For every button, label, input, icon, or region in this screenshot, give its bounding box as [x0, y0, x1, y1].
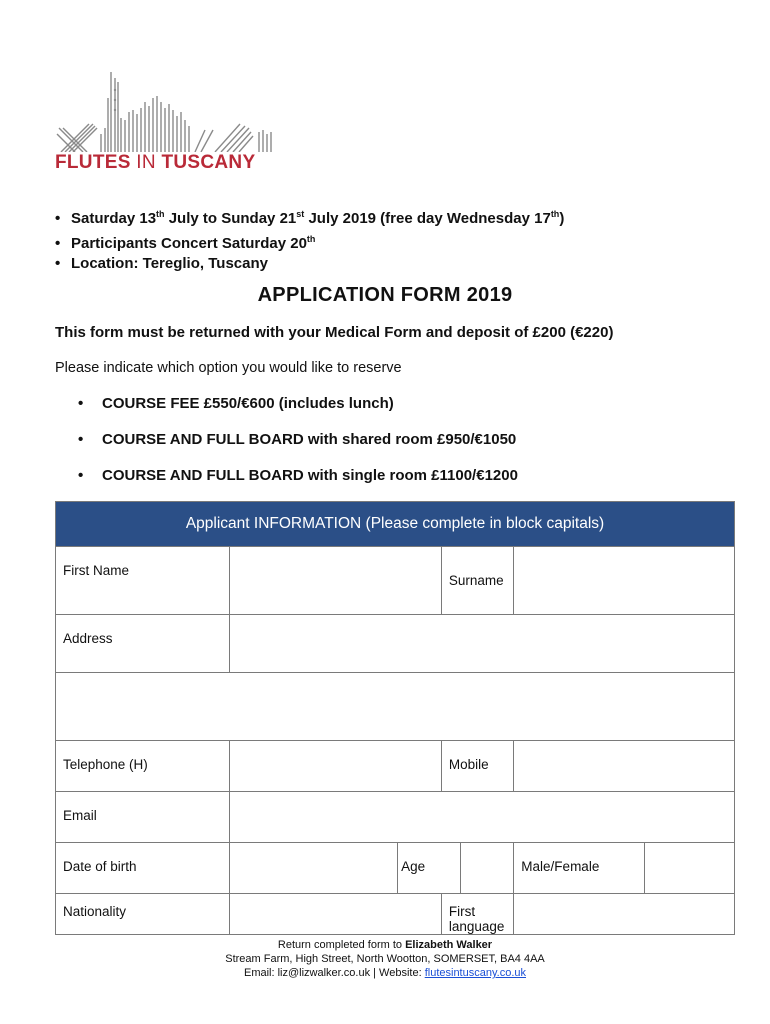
- website-link[interactable]: flutesintuscany.co.uk: [424, 967, 526, 979]
- applicant-info-table: [55, 501, 735, 935]
- age-field[interactable]: [460, 843, 461, 894]
- logo-word-in: IN: [136, 152, 156, 173]
- option-single-room: [78, 467, 518, 503]
- option-label: COURSE AND FULL BOARD with shared room £950/€1050: [102, 431, 517, 448]
- ordinal-suffix: st: [296, 209, 305, 219]
- free-day: (free day Wednesday 17: [380, 210, 551, 227]
- flute-lines-graphic: [55, 68, 280, 152]
- course-location: [55, 254, 564, 274]
- concert-date: [55, 229, 564, 254]
- surname-label: Surname: [441, 547, 513, 615]
- location-text: Location: Tereglio, Tuscany: [71, 255, 268, 272]
- free-day-close: ): [559, 210, 565, 227]
- ordinal-suffix: th: [306, 234, 316, 244]
- ordinal-suffix: th: [550, 209, 560, 219]
- footer: [0, 938, 770, 980]
- footer-contact: [0, 966, 770, 980]
- footer-return-line: [0, 938, 770, 952]
- option-label: COURSE FEE £550/€600 (includes lunch): [102, 395, 394, 412]
- course-dates: [55, 204, 564, 229]
- first-name-field[interactable]: [229, 547, 441, 615]
- dates-year: July 2019: [304, 210, 381, 227]
- logo-word-flutes: FLUTES: [55, 152, 131, 173]
- dob-field[interactable]: [229, 843, 397, 894]
- mobile-field[interactable]: [514, 741, 735, 792]
- footer-address: Stream Farm, High Street, North Wootton, SOMERSET, BA4 4AA: [225, 953, 545, 965]
- first-name-label: First Name: [56, 547, 230, 615]
- option-shared-room: [78, 431, 518, 467]
- address-label: Address: [56, 615, 230, 673]
- bullet-dot: •: [78, 467, 84, 484]
- bullet-dot: •: [78, 431, 84, 448]
- sex-label: Male/Female: [514, 843, 645, 894]
- telephone-label: Telephone (H): [56, 741, 230, 792]
- dob-label: Date of birth: [56, 843, 230, 894]
- bullet-dot: •: [55, 210, 61, 227]
- nationality-label: Nationality: [56, 894, 230, 935]
- nationality-field[interactable]: [229, 894, 441, 935]
- course-info-list: [55, 204, 564, 274]
- email-field[interactable]: [229, 792, 734, 843]
- logo-wordmark: [55, 152, 255, 174]
- bullet-dot: •: [55, 255, 61, 272]
- surname-field[interactable]: [514, 547, 735, 615]
- address-field[interactable]: [229, 615, 734, 673]
- ordinal-suffix: th: [156, 209, 165, 219]
- first-language-field[interactable]: [514, 894, 735, 935]
- contact-prefix: Email: liz@lizwalker.co.uk | Website:: [243, 967, 425, 979]
- sex-field[interactable]: [645, 843, 735, 894]
- email-label: Email: [56, 792, 230, 843]
- address-field-line-2[interactable]: [56, 673, 735, 741]
- dates-start: Saturday 13: [71, 210, 157, 227]
- age-row-group: [398, 843, 514, 894]
- options-instruction: Please indicate which option you would like to reserve: [55, 360, 402, 376]
- option-label: COURSE AND FULL BOARD with single room £1100/€1200: [102, 467, 518, 484]
- concert-text: Participants Concert Saturday 20: [71, 235, 307, 252]
- return-name: Elizabeth Walker: [405, 939, 493, 951]
- logo-word-tuscany: TUSCANY: [161, 152, 256, 173]
- age-label: Age: [401, 859, 426, 874]
- reservation-options: [78, 395, 518, 503]
- dates-end: July to Sunday 21: [164, 210, 297, 227]
- page-title: APPLICATION FORM 2019: [257, 284, 513, 306]
- mobile-label: Mobile: [441, 741, 513, 792]
- telephone-field[interactable]: [229, 741, 441, 792]
- table-header: Applicant INFORMATION (Please complete in block capitals): [56, 502, 735, 547]
- bullet-dot: •: [55, 235, 61, 252]
- bullet-dot: •: [78, 395, 84, 412]
- option-course-fee: [78, 395, 518, 431]
- deposit-notice: This form must be returned with your Medical Form and deposit of £200 (€220): [55, 324, 614, 341]
- flutes-in-tuscany-logo: [55, 68, 280, 180]
- return-prefix: Return completed form to: [277, 939, 406, 951]
- first-language-label: First language: [441, 894, 513, 935]
